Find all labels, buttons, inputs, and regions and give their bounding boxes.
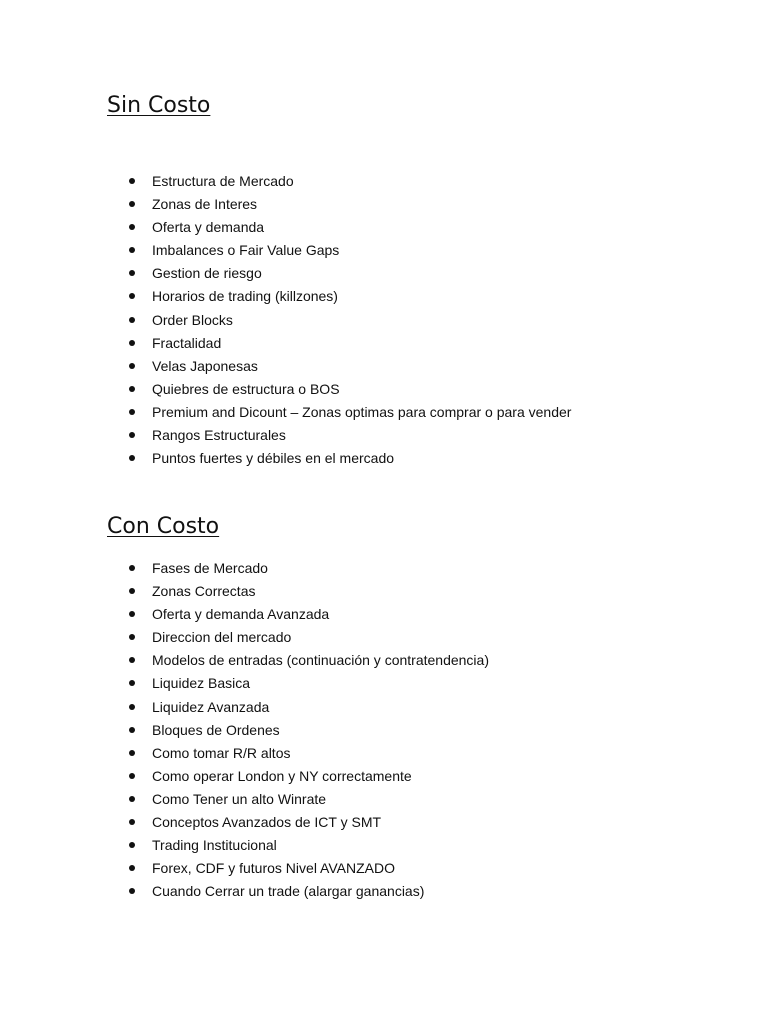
list-item-text: Fases de Mercado: [152, 560, 268, 576]
bullet-icon: [129, 704, 135, 710]
bullet-icon: [129, 178, 135, 184]
list-item: [0, 649, 700, 672]
list-item-text: Quiebres de estructura o BOS: [152, 380, 340, 397]
list-item: [0, 880, 700, 903]
list-item: [0, 742, 700, 765]
list-item-text: Liquidez Basica: [152, 675, 251, 692]
list-item-text: Horarios de trading (killzones): [152, 288, 338, 305]
bullet-icon: [129, 201, 135, 207]
bullet-icon: [129, 727, 135, 733]
list-item: [0, 557, 700, 580]
bullet-icon: [129, 750, 135, 756]
bullet-icon: [129, 386, 135, 392]
list-item-text: Bloques de Ordenes: [152, 721, 280, 738]
list-item: [0, 788, 700, 811]
list-item-text: Como operar London y NY correctamente: [152, 767, 412, 784]
bullet-icon: [129, 340, 135, 346]
bullet-icon: [129, 657, 135, 663]
list-item-text: Direccion del mercado: [152, 629, 292, 646]
list-item-text: Velas Japonesas: [152, 357, 258, 374]
list-item: [0, 447, 700, 470]
list-item: [0, 580, 700, 603]
list-item-text: Estructura de Mercado: [152, 173, 294, 189]
bullet-icon: [129, 634, 135, 640]
section-heading-sin-costo: Sin Costo: [107, 93, 211, 118]
list-item: [0, 193, 700, 216]
bullet-icon: [129, 293, 135, 299]
list-item: [0, 834, 700, 857]
bullet-list-sin-costo: [0, 170, 700, 470]
bullet-icon: [129, 363, 135, 369]
list-item-text: Trading Institucional: [152, 837, 277, 854]
list-item-text: Zonas Correctas: [152, 583, 256, 600]
bullet-icon: [129, 270, 135, 276]
bullet-icon: [129, 565, 135, 571]
list-item: [0, 355, 700, 378]
list-item-text: Cuando Cerrar un trade (alargar ganancias): [152, 883, 425, 900]
list-item: [0, 626, 700, 649]
list-item-text: Como tomar R/R altos: [152, 744, 291, 761]
list-item: [0, 401, 700, 424]
bullet-list-con-costo: [0, 557, 700, 903]
list-item-text: Oferta y demanda Avanzada: [152, 606, 330, 623]
list-item-text: Conceptos Avanzados de ICT y SMT: [152, 814, 382, 831]
bullet-icon: [129, 409, 135, 415]
bullet-icon: [129, 455, 135, 461]
list-item: [0, 672, 700, 695]
bullet-icon: [129, 773, 135, 779]
list-item: [0, 765, 700, 788]
bullet-icon: [129, 611, 135, 617]
list-item-text: Imbalances o Fair Value Gaps: [152, 242, 340, 259]
list-item-text: Como Tener un alto Winrate: [152, 790, 327, 807]
bullet-icon: [129, 247, 135, 253]
bullet-icon: [129, 432, 135, 438]
list-item: [0, 603, 700, 626]
list-item: [0, 857, 700, 880]
bullet-icon: [129, 317, 135, 323]
list-item-text: Gestion de riesgo: [152, 265, 262, 282]
list-item: [0, 216, 700, 239]
list-item-text: Puntos fuertes y débiles en el mercado: [152, 450, 395, 467]
bullet-icon: [129, 888, 135, 894]
bullet-icon: [129, 588, 135, 594]
list-item: [0, 170, 700, 193]
list-item: [0, 696, 700, 719]
list-item: [0, 811, 700, 834]
bullet-icon: [129, 865, 135, 871]
list-item: [0, 424, 700, 447]
list-item: [0, 378, 700, 401]
bullet-icon: [129, 680, 135, 686]
list-item-text: Order Blocks: [152, 311, 233, 328]
list-item-text: Zonas de Interes: [152, 196, 258, 213]
list-item: [0, 332, 700, 355]
bullet-icon: [129, 842, 135, 848]
list-item-text: Oferta y demanda: [152, 219, 265, 236]
list-item-text: Modelos de entradas (continuación y contratendencia): [152, 652, 489, 669]
section-heading-con-costo: Con Costo: [107, 514, 220, 539]
list-item-text: Premium and Dicount – Zonas optimas para comprar o para vender: [152, 403, 572, 420]
list-item: [0, 309, 700, 332]
list-item: [0, 239, 700, 262]
list-item-text: Fractalidad: [152, 334, 222, 351]
bullet-icon: [129, 819, 135, 825]
list-item-text: Rangos Estructurales: [152, 427, 286, 444]
list-item: [0, 262, 700, 285]
list-item: [0, 719, 700, 742]
list-item-text: Liquidez Avanzada: [152, 698, 270, 715]
list-item-text: Forex, CDF y futuros Nivel AVANZADO: [152, 860, 395, 877]
bullet-icon: [129, 796, 135, 802]
bullet-icon: [129, 224, 135, 230]
list-item: [0, 285, 700, 308]
